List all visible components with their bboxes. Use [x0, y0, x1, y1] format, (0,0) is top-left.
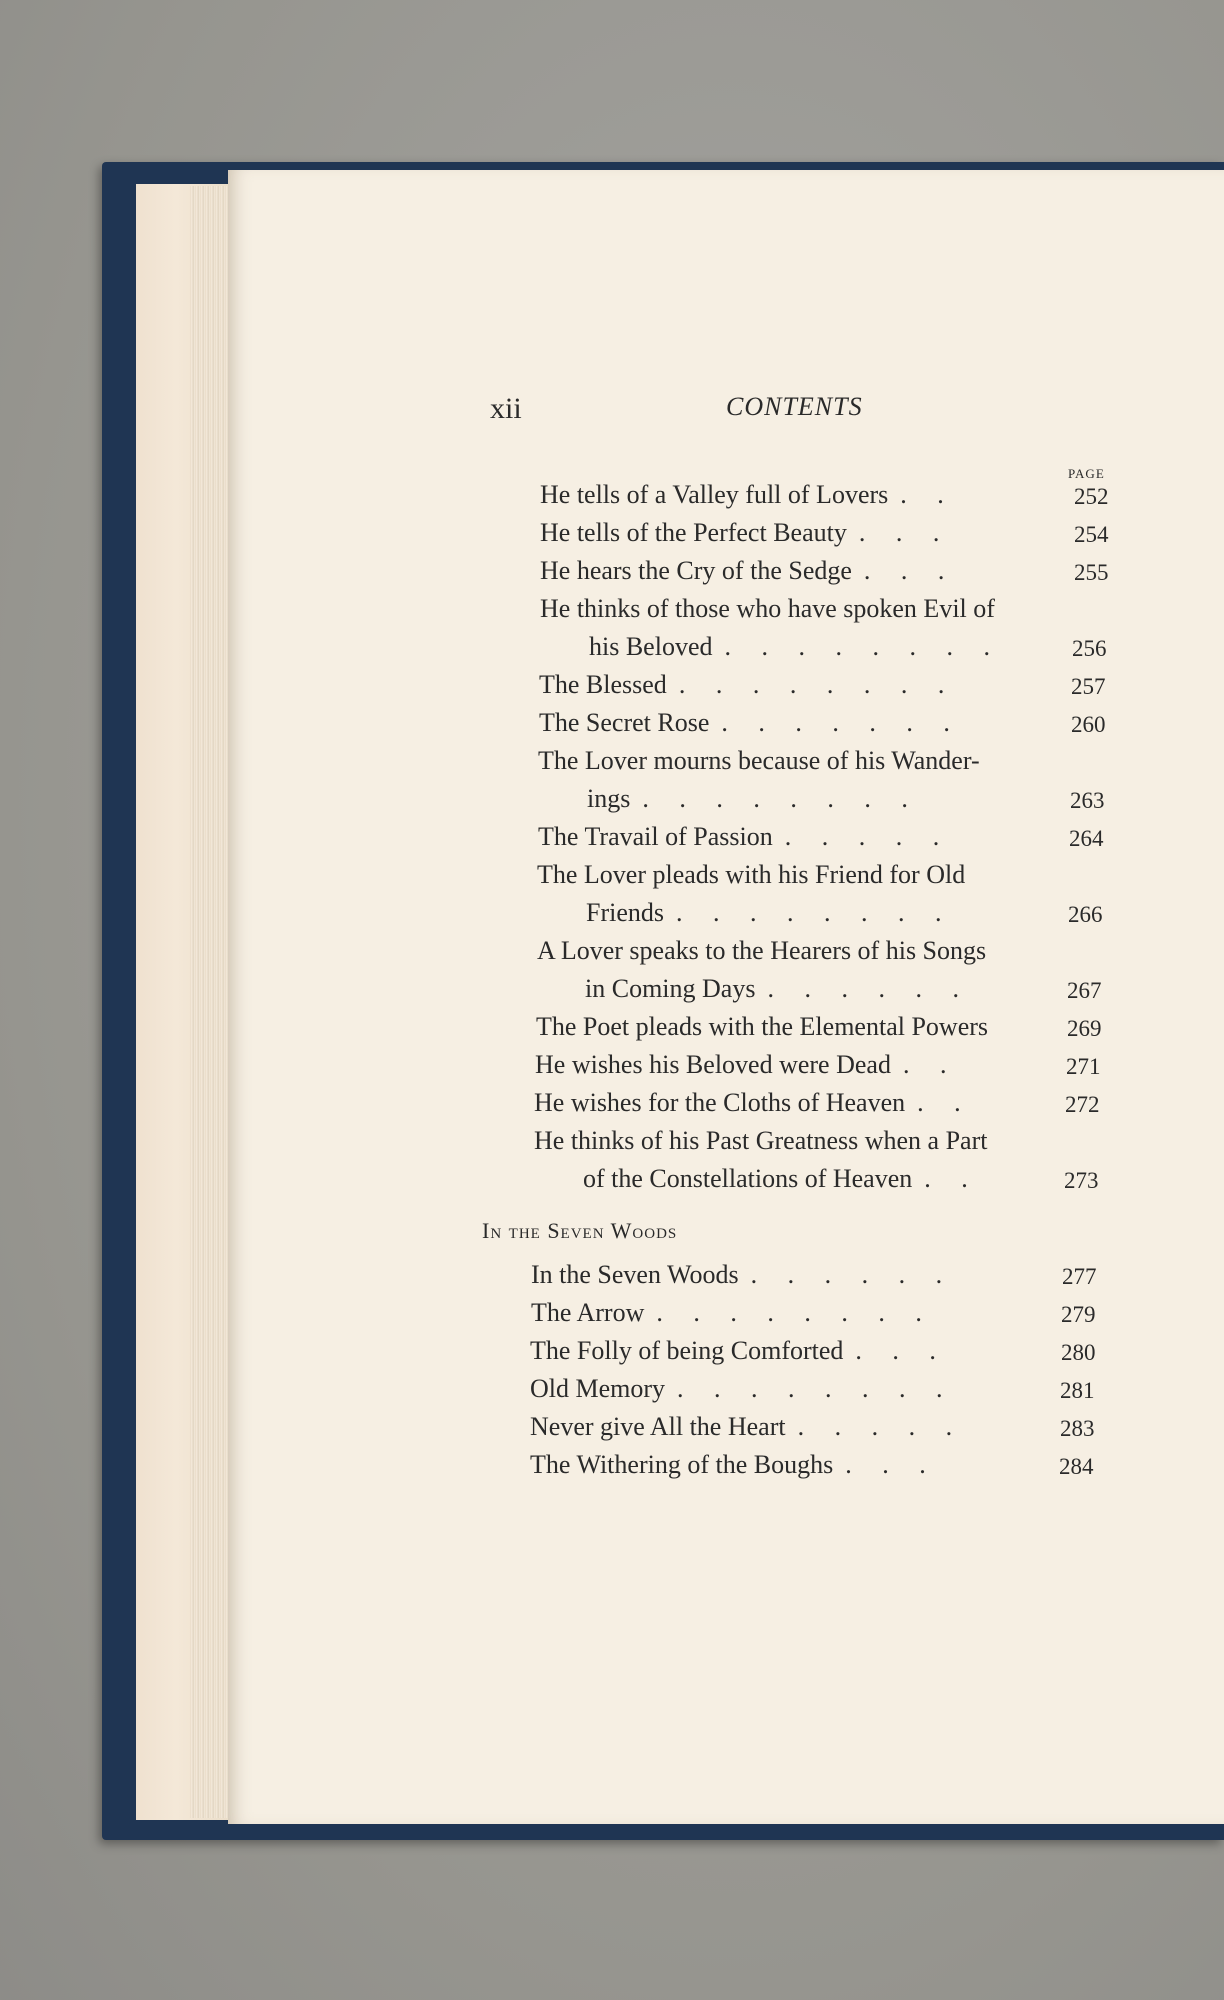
leader-dots: . . . . . . . . — [678, 670, 957, 699]
toc-entry — [538, 746, 980, 776]
toc-page-number: 277 — [1062, 1264, 1097, 1289]
toc-entry-title: The Folly of being Comforted — [530, 1336, 844, 1365]
toc-entry — [538, 822, 951, 852]
toc-entry — [530, 1374, 955, 1404]
toc-entry-title: Friends — [586, 898, 664, 927]
toc-entry-title: He thinks of his Past Greatness when a Part — [534, 1126, 988, 1155]
toc-entry — [589, 632, 1002, 662]
toc-page-number: 272 — [1065, 1092, 1100, 1117]
toc-entry — [540, 480, 956, 510]
toc-entry-title: The Blessed — [539, 670, 667, 699]
toc-entry-title: He thinks of those who have spoken Evil of — [540, 594, 995, 623]
toc-page-number: 279 — [1061, 1302, 1096, 1327]
toc-page-number: 269 — [1067, 1016, 1102, 1041]
toc-page-number: 267 — [1067, 978, 1102, 1003]
toc-entry-title: The Withering of the Boughs — [530, 1450, 834, 1479]
toc-page-number: 260 — [1071, 712, 1106, 737]
toc-entry-title: He tells of a Valley full of Lovers — [540, 480, 889, 509]
toc-page-number: 266 — [1068, 902, 1103, 927]
leader-dots: . . . . . . . . — [656, 1298, 934, 1327]
toc-page-number: 281 — [1060, 1378, 1095, 1403]
toc-page-number: 254 — [1074, 522, 1109, 547]
toc-entry — [540, 518, 951, 548]
leader-dots: . . — [917, 1088, 973, 1117]
leader-dots: . . . . . . — [767, 974, 971, 1003]
toc-entry-title: his Beloved — [589, 632, 713, 661]
toc-page-number: 283 — [1060, 1416, 1095, 1441]
leader-dots: . . . — [858, 518, 952, 547]
toc-entry-title: He hears the Cry of the Sedge — [540, 556, 852, 585]
toc-entry-title: of the Constellations of Heaven — [583, 1164, 913, 1193]
toc-page-number: 252 — [1074, 484, 1109, 509]
toc-entry-title: ings — [587, 784, 631, 813]
toc-page-number: 257 — [1071, 674, 1106, 699]
leader-dots: . . — [924, 1164, 980, 1193]
toc-entry — [530, 1412, 964, 1442]
toc-entry-title: The Lover mourns because of his Wander- — [538, 746, 980, 775]
toc-entry-title: He tells of the Perfect Beauty — [540, 518, 847, 547]
toc-entry-title: Old Memory — [530, 1374, 666, 1403]
toc-entry — [539, 670, 956, 700]
toc-page-number: 284 — [1059, 1454, 1094, 1479]
toc-entry — [534, 1126, 987, 1156]
toc-entry-title: He wishes his Beloved were Dead — [535, 1050, 891, 1079]
section-heading: In the Seven Woods — [482, 1218, 678, 1243]
toc-page-number: 256 — [1072, 636, 1107, 661]
toc-entry — [586, 898, 954, 928]
toc-entry-title: Never give All the Heart — [530, 1412, 786, 1441]
toc-entry — [537, 860, 965, 890]
toc-page-number: 255 — [1074, 560, 1109, 585]
toc-page-number: 273 — [1064, 1168, 1099, 1193]
toc-entry — [530, 1336, 948, 1366]
leader-dots: . . . — [845, 1450, 938, 1479]
leader-dots: . . — [902, 1050, 959, 1079]
page-column-label: PAGE — [1068, 466, 1105, 481]
leader-dots: . . . — [863, 556, 957, 585]
leader-dots: . . . . . . — [750, 1260, 955, 1289]
toc-entry-title: in Coming Days — [585, 974, 756, 1003]
toc-entry — [536, 1012, 988, 1042]
toc-entry — [531, 1260, 954, 1290]
toc-entry-title: The Secret Rose — [539, 708, 710, 737]
leader-dots: . . . . . — [797, 1412, 965, 1441]
toc-entry-title: The Travail of Passion — [538, 822, 773, 851]
leader-dots: . . . . . . . — [721, 708, 962, 737]
toc-entry — [539, 708, 962, 738]
toc-entry-title: In the Seven Woods — [531, 1260, 739, 1289]
toc-entry — [531, 1298, 934, 1328]
leader-dots: . . . . . — [784, 822, 952, 851]
toc-entry-title: The Lover pleads with his Friend for Old — [537, 860, 966, 889]
toc-entry — [534, 1088, 973, 1118]
leader-dots: . . . — [855, 1336, 948, 1365]
toc-entry — [587, 784, 920, 814]
toc-entry — [583, 1164, 980, 1194]
toc-page-number: 263 — [1070, 788, 1105, 813]
toc-entry — [540, 594, 995, 624]
leader-dots: . . . . . . . . — [676, 898, 954, 927]
leader-dots: . . . . . . . . — [677, 1374, 955, 1403]
leader-dots: . . . . . . . . — [642, 784, 920, 813]
toc-entry-title: The Poet pleads with the Elemental Powers — [536, 1012, 989, 1041]
toc-page-number: 280 — [1061, 1340, 1096, 1365]
toc-entry-title: A Lover speaks to the Hearers of his Songs — [537, 936, 987, 965]
running-title: CONTENTS — [726, 392, 863, 421]
page-folio: xii — [490, 392, 522, 425]
toc-entry-title: The Arrow — [531, 1298, 645, 1327]
toc-entry — [540, 556, 956, 586]
leader-dots: . . . . . . . . — [724, 632, 1002, 661]
toc-entry — [535, 1050, 958, 1080]
toc-entry-title: He wishes for the Cloths of Heaven — [534, 1088, 906, 1117]
toc-page-number: 271 — [1066, 1054, 1101, 1079]
toc-page-number: 264 — [1069, 826, 1104, 851]
toc-entry — [585, 974, 971, 1004]
leader-dots: . . — [900, 480, 956, 509]
toc-entry — [530, 1450, 938, 1480]
toc-entry — [537, 936, 986, 966]
